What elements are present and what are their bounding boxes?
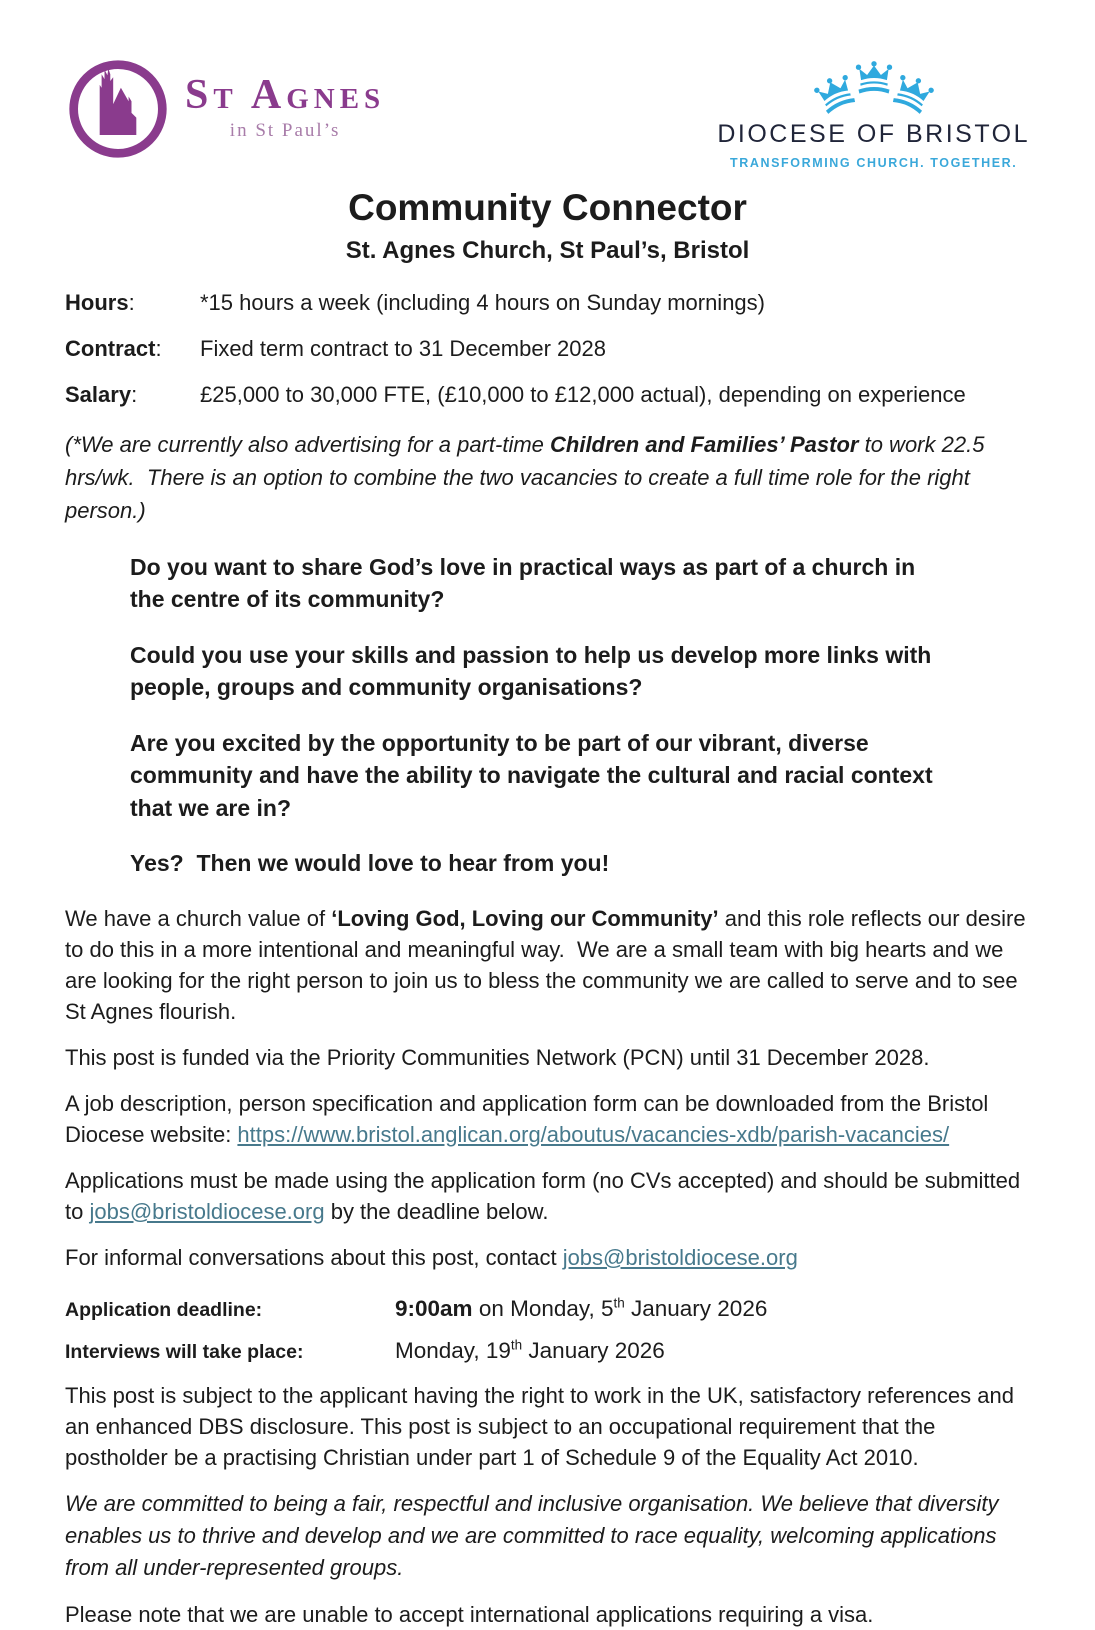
download-paragraph — [65, 1088, 1030, 1150]
note-bold-role: Children and Families’ Pastor — [550, 431, 859, 457]
hours-label — [65, 287, 200, 318]
deadline-ordinal: th — [613, 1295, 625, 1311]
note-pre: (*We are currently also advertising for a part-time — [65, 431, 550, 457]
hours-colon: : — [128, 289, 135, 315]
application-deadline-row — [65, 1296, 1030, 1322]
diocese-of-bristol-logo — [717, 56, 1030, 170]
church-value-bold: ‘Loving God, Loving our Community’ — [331, 905, 719, 931]
question-2: Could you use your skills and passion to help us develop more links with people, groups and community organisations? — [130, 641, 938, 701]
header-logos — [65, 56, 1030, 174]
download-pre: A job description, person specification and application form can be downloaded from the Bristol Diocese website: — [65, 1090, 995, 1147]
contract-value: Fixed term contract to 31 December 2028 — [200, 335, 606, 361]
salary-colon: : — [131, 381, 138, 407]
question-3: Are you excited by the opportunity to be part of our vibrant, diverse community and have the ability to navigate the cultural and racial context that we are in? — [130, 729, 940, 821]
note-post: to work 22.5 hrs/wk. There is an option to combine the two vacancies to create a full time role for the right person.) — [65, 431, 991, 523]
contract-label — [65, 333, 200, 364]
contract-row — [65, 333, 1030, 364]
informal-pre: For informal conversations about this post, contact — [65, 1244, 563, 1270]
application-deadline-label: Application deadline: — [65, 1298, 263, 1321]
st-agnes-logo — [65, 56, 385, 162]
st-agnes-church-icon — [65, 56, 171, 162]
salary-label — [65, 379, 200, 410]
salary-row — [65, 379, 1030, 410]
visa-paragraph: Please note that we are unable to accept international applications requiring a visa. — [65, 1601, 874, 1627]
apply-post: by the deadline below. — [324, 1198, 549, 1224]
diversity-paragraph: We are committed to being a fair, respectful and inclusive organisation. We believe that diversity enables us to thrive and develop and we are committed to race equality, welcoming applications from all under-represented groups. — [65, 1490, 1005, 1580]
interviews-label: Interviews will take place: — [65, 1340, 304, 1363]
page-title: Community Connector — [348, 187, 747, 228]
st-agnes-subtitle: in St Paul’s — [229, 120, 341, 141]
church-value-paragraph — [65, 903, 1030, 1027]
three-crowns-icon — [808, 56, 940, 118]
combined-role-note — [65, 428, 1030, 527]
contract-label-text: Contract — [65, 335, 156, 361]
interviews-post: January 2026 — [522, 1337, 665, 1363]
deadline-time: 9:00am — [395, 1295, 473, 1321]
deadline-post: January 2026 — [624, 1295, 768, 1321]
hours-label-text: Hours — [65, 289, 129, 315]
informal-contact-paragraph — [65, 1242, 1030, 1273]
deadline-mid: on Monday, 5 — [472, 1295, 614, 1321]
salary-value: £25,000 to 30,000 FTE, (£10,000 to £12,000 actual), depending on experience — [200, 381, 966, 407]
application-deadline-value — [395, 1296, 767, 1322]
contract-colon: : — [155, 335, 162, 361]
church-value-post: and this role reflects our desire to do this in a more intentional and meaningful way. We are a small team with big hearts and we are looking for the right person to join us to bless the community we are called to serve and to see St Agnes flourish. — [65, 905, 1032, 1024]
recruitment-questions — [130, 551, 940, 880]
job-details — [65, 287, 1030, 410]
hours-row — [65, 287, 1030, 318]
interviews-ordinal: th — [510, 1337, 523, 1353]
jobs-email-link[interactable]: jobs@bristoldiocese.org — [89, 1198, 325, 1224]
informal-email-link[interactable]: jobs@bristoldiocese.org — [562, 1244, 798, 1270]
st-agnes-wordmark — [185, 56, 385, 142]
apply-pre: Applications must be made using the application form (no CVs accepted) and should be submitted to — [65, 1167, 1027, 1224]
church-value-pre: We have a church value of — [65, 905, 332, 931]
st-agnes-name: St Agnes — [185, 72, 386, 118]
interviews-row — [65, 1338, 1030, 1364]
pcn-funding-paragraph: This post is funded via the Priority Communities Network (PCN) until 31 December 2028. — [65, 1044, 930, 1070]
hours-value: *15 hours a week (including 4 hours on Sunday mornings) — [200, 289, 765, 315]
question-1: Do you want to share God’s love in practical ways as part of a church in the centre of its community? — [130, 553, 922, 613]
interviews-value — [395, 1338, 665, 1364]
right-to-work-paragraph: This post is subject to the applicant having the right to work in the UK, satisfactory references and an enhanced DBS disclosure. This post is subject to an occupational requirement that the postholder be a practising Christian under part 1 of Schedule 9 of the Equality Act 2010. — [65, 1382, 1021, 1470]
title-block — [65, 188, 1030, 265]
salary-label-text: Salary — [65, 381, 132, 407]
interviews-pre: Monday, 19 — [395, 1337, 511, 1363]
diocese-name: DIOCESE OF BRISTOL — [717, 120, 1030, 148]
diocese-tagline: TRANSFORMING CHURCH. TOGETHER. — [729, 156, 1018, 170]
application-form-paragraph — [65, 1165, 1030, 1227]
question-4: Yes? Then we would love to hear from you! — [130, 850, 610, 877]
page-subtitle: St. Agnes Church, St Paul’s, Bristol — [345, 236, 750, 264]
vacancies-link[interactable]: https://www.bristol.anglican.org/aboutus/vacancies-xdb/parish-vacancies/ — [237, 1121, 950, 1147]
